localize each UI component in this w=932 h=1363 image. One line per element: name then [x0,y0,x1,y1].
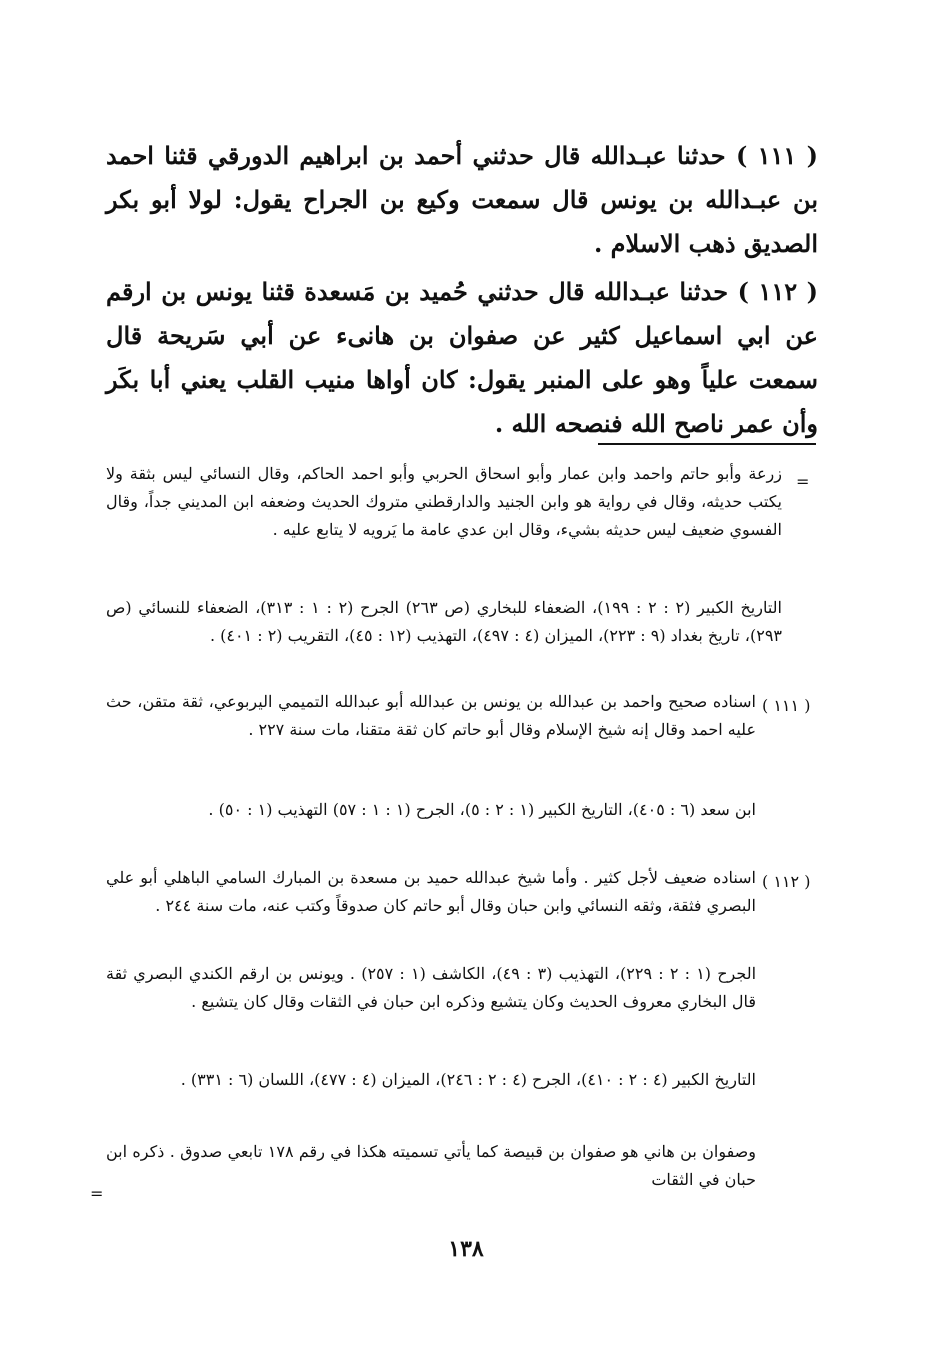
page-number: ١٣٨ [448,1236,484,1262]
hadith-paragraph-111: ( ١١١ ) حدثنا عبـدالله قال حدثني أحمد بن ابراهيم الدورقي قثنا احمد بن عبـدالله بن يونس قال سمعت وكيع بن الجراح يقول: لولا أبو بكر الصديق ذهب الاسلام . [106,141,818,258]
footnote-111-text: اسناده صحيح واحمد بن عبدالله بن يونس بن عبدالله أبو عبدالله التميمي اليربوعي، ثقة متقن، حث عليه احمد وقال إنه شيخ الإسلام وقال أبو حاتم كان ثقة متقنا، مات سنة ٢٢٧ . [106,692,756,739]
footnote-112-marker: ( ١١٢ ) [762,872,811,891]
footnote-112-note: وصفوان بن هاني هو صفوان بن قبيصة كما يأتي تسميته هكذا في رقم ١٧٨ تابعي صدوق . ذكره ابن حبان في الثقات [106,1142,756,1189]
hadith-paragraph-112: ( ١١٢ ) حدثنا عبـدالله قال حدثني حُميد بن مَسعدة قثنا يونس بن ارقم عن ابي اسماعيل كثير عن صفوان بن هانىء عن أبي سَريحة قال سمعت علياً وهو على المنبر يقول: كان أواها منيب القلب يعني أبا بكَر وأن عمر ناصح الله فنصحه الله . [106,277,818,438]
footnote-continues-marker: = [90,1184,104,1203]
footnote-112-more-references: التاريخ الكبير (٤ : ٢ : ٤١٠)، الجرح (٤ : ٢ : ٢٤٦)، الميزان (٤ : ٤٧٧)، اللسان (٦ : ٣٣١) . [180,1070,756,1089]
footnote-continued-marker: = [796,472,810,491]
footnote-111-marker: ( ١١١ ) [762,696,811,715]
footnote-111-references: ابن سعد (٦ : ٤٠٥)، التاريخ الكبير (١ : ٢ : ٥)، الجرح (١ : ١ : ٥٧) التهذيب (١ : ٥٠) . [208,800,756,819]
footnote-continued-references: التاريخ الكبير (٢ : ٢ : ١٩٩)، الضعفاء للبخاري (ص ٢٦٣) الجرح (٢ : ١ : ٣١٣)، الضعفاء للنسائي (ص ٢٩٣)، تاريخ بغداد (٩ : ٢٢٣)، الميزان (٤ : ٤٩٧)، التهذيب (١٢ : ٤٥)، التقريب (٢ : ٤٠١) . [106,598,782,645]
footnote-112-text: اسناده ضعيف لأجل كثير . وأما شيخ عبدالله حميد بن مسعدة بن المبارك السامي الباهلي أبو علي البصري فثقة، وثقه النسائي وابن حبان وقال أبو حاتم كان صدوقاً وكتب عنه، مات سنة ٢٤٤ . [106,868,756,915]
footnote-continued-text: زرعة وأبو حاتم واحمد وابن عمار وأبو اسحاق الحربي وأبو احمد الحاكم، وقال النسائي ليس بثقة ولا يكتب حديثه، وقال في رواية هو وابن الجنيد والدارقطني متروك الحديث وضعفه ابن المديني جداً، وقال الفسوي ضعيف ليس حديثه بشيء، وقال ابن عدي عامة ما يَرويه لا يتابع عليه . [106,464,782,539]
footnote-separator-line [598,443,816,445]
footnote-112-references: الجرح (١ : ٢ : ٢٢٩)، التهذيب (٣ : ٤٩)، الكاشف (١ : ٢٥٧) . ويونس بن ارقم الكندي البصري ثقة قال البخاري معروف الحديث وكان يتشيع وذكره ابن حبان في الثقات وقال كان يتشيع . [106,964,757,1011]
